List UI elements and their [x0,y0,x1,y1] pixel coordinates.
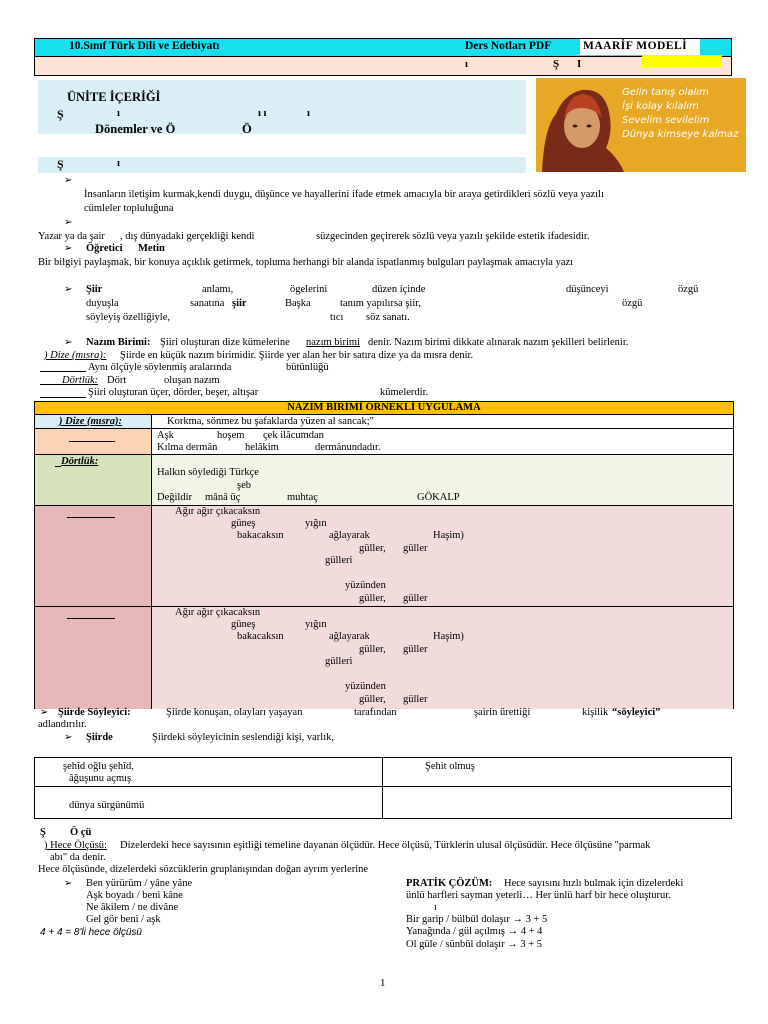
text-line: şairin ürettiği [474,707,531,718]
text-line: Aynı ölçüyle söylenmiş aralarında [88,362,232,373]
row-text: yığın [305,518,327,529]
text-line: İnsanların iletişim kurmak,kendi duygu, düşünce ve hayallerini ifade etmek amacıyla bir araya getirdikleri sözlü veya yazılı [84,189,604,200]
row-text: Aşk [157,430,174,441]
row-text: ağlayarak [329,631,370,642]
table-divider [382,758,383,818]
text-line: ögelerini [290,284,328,295]
text-line: bütünlüğü [286,362,329,373]
table-row-bent-2 [35,606,733,709]
row-text: bakacaksın [237,631,284,642]
header-row2-c: I [577,58,582,70]
cell-text: âğuşunu açmış [69,773,132,784]
text-line: Hece ölçüsünde, dizelerdeki sözcüklerin gruplanışından doğan ayrım yerlerine [38,864,369,875]
pratik-heading: PRATİK ÇÖZÜM: [406,878,493,889]
row-text: ağlayarak [329,530,370,541]
cell-text: Şehit olmuş [425,761,475,772]
poem-text [622,86,738,142]
row-text: gülleri [325,555,353,566]
bullet-arrow-icon: ➢ [64,337,73,348]
poet-figure-icon [536,78,626,172]
row-text: yüzünden [345,580,386,591]
table-row-bent-1 [35,505,733,606]
pratik-text: ünlü harfleri sayman yeterli… Her ünlü harf bir hece oluşturur. [406,890,671,901]
table-row-dize [35,414,733,428]
example-line: Ne âkilem / ne divâne [86,902,179,913]
nazim-birimi-table [34,401,734,709]
row-label-cell [35,506,152,606]
row-text: yığın [305,619,327,630]
row-text: güller [403,543,428,554]
bullet-arrow-icon: ➢ [64,243,73,254]
poem-line: Dünya kimseye kalmaz [622,129,739,140]
section-heading: Ö çü [70,827,92,838]
text-line: oluşan nazım [164,375,220,386]
poet-portrait-image [536,78,746,172]
text-line: “söyleyici” [612,707,661,718]
header-row2-a: ı [465,59,468,70]
row-text: gülleri [325,656,353,667]
row-text: Korkma, sönmez bu şafaklarda yüzen al sancak;" [167,416,374,427]
text-line: şiir [232,298,247,309]
row-text: güller, [359,644,386,655]
text-line: , dış dünyadaki gerçekliği kendi [120,231,255,242]
blank-line [67,509,115,518]
text-line: Şiirde en küçük nazım birimidir. Şiirde yer alan her bir satıra dize ya da mısra denir. [120,350,474,361]
section-heading: Metin [138,243,165,254]
row-text: güneş [231,619,256,630]
unite-line3-a: Dönemler ve Ö [95,122,176,136]
example-line: Gel gör beni / aşk [86,914,161,925]
unite-line2-b: ı [117,108,120,119]
unite-line3-b: Ö [242,122,252,136]
text-line: cümleler topluluğuna [84,203,174,214]
row-text: güller [403,694,428,705]
row-text: çek ilâcumdan [263,430,324,441]
row-text: muhtaç [287,492,318,503]
blank-line [69,433,115,442]
text-line: sanatına [190,298,225,309]
row-text: şeb [237,480,251,491]
header-row2-b: Ş [553,58,560,70]
text-line: tıcı [330,312,344,323]
unite-line2-d: ı [307,108,310,119]
text-line: kümelerdir. [380,387,429,398]
section-heading: Öğretici [86,243,123,254]
page-number: 1 [380,977,386,989]
text-line: Dizelerdeki hece sayısının eşitliği temeline dayanan ölçüdür. Hece ölçüsü, Türklerin ulusal ölçüsüdür. Hece ölçüsüne "parmak [120,840,651,851]
header-row-2 [35,57,731,75]
section-heading: Şiirde Söyleyici: [58,707,131,718]
text-line: nazım birimi [306,337,360,348]
section-a: Ş [57,157,64,171]
header-model: MAARİF MODELİ [583,40,688,52]
blank-line [40,387,86,398]
row-text: Değildir [157,492,192,503]
example-line: Aşk boyadı / beni kâne [86,890,183,901]
row-text: GÖKALP [417,492,460,503]
bullet-arrow-icon: ➢ [64,732,73,743]
text-line: Dört [107,375,127,386]
cell-text: dünya sürgünümü [69,800,145,811]
bullet-arrow-icon: ➢ [64,878,73,889]
cell-text: şehîd oğlu şehîd, [63,761,134,772]
section-b: ı [117,158,120,169]
table-divider [35,786,731,787]
row-text: güneş [231,518,256,529]
text-line: Şiirde konuşan, olayları yaşayan [166,707,303,718]
text-line: adlandırılır. [38,719,87,730]
row-text: mânâ üç [205,492,241,503]
header-notes: Ders Notları PDF [465,40,552,52]
text-line: duyuşla [86,298,119,309]
text-line: anlamı, [202,284,234,295]
text-line: abı" da denir. [50,852,106,863]
table-title: NAZIM BİRİMİ ÖRNEKLİ UYGULAMA [287,402,481,413]
text-line: Şiiri oluşturan üçer, dörder, beşer, altışar [88,387,259,398]
pratik-text: Ol güle / sünbül dolaşır → 3 + 5 [406,939,542,950]
text-line: Yazar ya da şair [38,231,105,242]
row-text: Ağır ağır çıkacaksın [175,607,261,618]
unite-title: ÜNİTE İÇERİĞİ [67,90,161,104]
row-text: Haşim) [433,631,464,642]
text-line: Şiirdeki söyleyicinin seslendiği kişi, varlık, [152,732,334,743]
bullet-arrow-icon: ➢ [64,284,73,295]
row-text: Kılma dermân [157,442,218,453]
text-line: söz sanatı. [366,312,410,323]
row-text: yüzünden [345,681,386,692]
blank-line [40,374,62,385]
bullet-arrow-icon: ➢ [40,707,49,718]
unite-line2-c: ı ı [258,108,267,119]
pratik-text: ı [434,902,437,913]
bullet-arrow-icon: ➢ [64,175,73,186]
blank-line [67,610,115,619]
text-line: Başka [285,298,311,309]
row-label-cell [35,607,152,709]
text-line: tarafından [354,707,397,718]
term-label: ) Dize (mısra): [44,350,107,361]
example-table [34,757,732,819]
example-line: Ben yürürüm / yâne yâne [86,878,193,889]
text-line: Bir bilgiyi paylaşmak, bir konuya açıklık getirmek, topluma herhangi bir alanda ispatlanmış bulguları paylaşmak amacıyla yazı [38,257,574,268]
term-label: ) Hece Ölçüsü: [44,840,107,851]
table-title-row [35,402,733,414]
row-label: ) Dize (mısra): [59,416,122,427]
row-text: hoşem [217,430,245,441]
text-line: süzgecinden geçirerek sözlü veya yazılı şekilde estetik ifadesidir. [316,231,590,242]
text-line: Şiiri oluşturan dize kümelerine [160,337,290,348]
unite-line2-a: Ş [57,107,64,121]
header-table [34,38,732,76]
row-text: güller [403,644,428,655]
term-label: Dörtlük: [62,375,99,386]
poem-line: Sevelim sevilelim [622,115,710,126]
pratik-text: Yanağında / gül açılmış → 4 + 4 [406,926,543,937]
section-heading: Şiir [86,284,103,295]
header-subject: 10.Sınıf Türk Dili ve Edebiyatı [69,40,220,52]
section-heading: Ş [40,827,46,838]
text-line: tanım yapılırsa şiir, [340,298,421,309]
text-line: özgü [678,284,699,295]
section-heading: Şiirde [86,732,113,743]
text-line: kişilik [582,707,609,718]
row-text: güller [403,593,428,604]
poem-line: İşi kolay kılalım [622,101,699,112]
example-note: 4 + 4 = 8'li hece ölçüsü [40,927,142,938]
pratik-text: Hece sayısını hızlı bulmak için dizelerdeki [504,878,684,889]
row-text: Halkın söylediği Türkçe [157,467,259,478]
row-text: helâkim [245,442,279,453]
table-row-beyit [35,428,733,455]
text-line: düzen içinde [372,284,426,295]
row-text: Ağır ağır çıkacaksın [175,506,261,517]
row-text: bakacaksın [237,530,284,541]
row-text: dermânundadır. [315,442,381,453]
section-bar [38,157,526,173]
text-line: denir. Nazım birimi dikkate alınarak nazım şekilleri belirlenir. [368,337,629,348]
row-text: güller, [359,694,386,705]
highlight-yellow [642,55,722,67]
section-heading: Nazım Birimi: [86,337,151,348]
pratik-text: Bir garip / bülbül dolaşır → 3 + 5 [406,914,548,925]
table-row-dortluk [35,454,733,505]
blank-line [40,362,86,372]
poem-line: Gelin tanış olalım [622,87,709,98]
row-text: Haşim) [433,530,464,541]
row-text: güller, [359,543,386,554]
row-text: güller, [359,593,386,604]
row-label: Dörtlük: [61,456,99,467]
bullet-arrow-icon: ➢ [64,217,73,228]
text-line: özgü [622,298,643,309]
text-line: söyleyiş özelliğiyle, [86,312,170,323]
text-line: düşünceyi [566,284,609,295]
